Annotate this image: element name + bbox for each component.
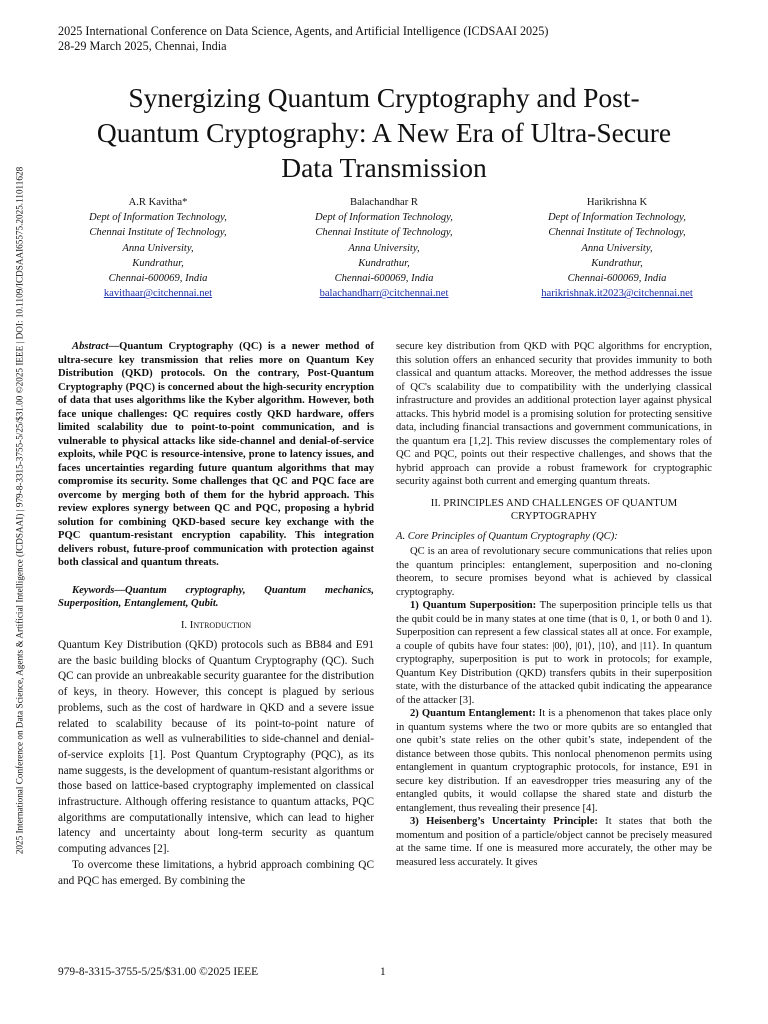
left-column: [58, 340, 374, 889]
intro-paragraph-1: Quantum Key Distribution (QKD) protocols such as BB84 and E91 are the basic building blocks of Quantum Cryptography (QC). Such QC can provide an unbreakable security guarantee for the distribution of keys, in theory. However, this concept is plagued by serious problems, such as the cost of hardware in QKD and a severe issue related to scalability because of its point-to-point nature of communication as well as vulnerabilities to side-channel and denial-of-service exploits [1]. Post Quantum Cryptography (PQC), as its name suggests, is the development of quantum-resistant algorithms or those based on lattice-based cryptography implemented on classical infrastructure. Although offering resistance to quantum attacks, PQC algorithms are computationally intensive, which can lead to higher latency and uncertainty about long-term security as quantum computing advances [2].: [58, 639, 374, 856]
author-affiliation: Dept of Information Technology,: [89, 212, 227, 224]
right-paragraph-continued: secure key distribution from QKD with PQC algorithms for encryption, this solution offers an enhanced security that provides immunity to both classical and quantum attacks. Moreover, the method addresses the issue of QC's scalability due to compatibility with the underlying classical infrastructure and provides an additional protection layer against physical attacks. This hybrid model is a promising solution for protecting sensitive data, including financial transactions and government communications, in the quantum era [1,2]. This review discusses the complementary roles of QC and PQC, points out their respective challenges, and shows that the hybrid approach can provide a robust framework for cryptographic security against both current and emerging quantum threats.: [396, 341, 712, 487]
section-2-heading-line-2: CRYPTOGRAPHY: [510, 510, 598, 522]
abstract-label: Abstract: [72, 341, 109, 352]
superposition-heading: 1) Quantum Superposition:: [410, 600, 537, 611]
title-line-3: Data Transmission: [281, 152, 487, 183]
abstract: [58, 340, 374, 570]
intro-paragraph-2: To overcome these limitations, a hybrid approach combining QC and PQC has emerged. By combining the: [58, 858, 374, 887]
keywords-text: —Quantum cryptography, Quantum mechanics, Superposition, Entanglement, Qubit.: [58, 584, 374, 609]
author-block-3: [497, 195, 737, 301]
keywords-label: Keywords: [72, 584, 115, 596]
author-name: A.R Kavitha*: [128, 197, 188, 208]
author-affiliation: Anna University,: [122, 242, 194, 254]
abstract-text: —Quantum Cryptography (QC) is a newer method of ultra-secure key transmission that relies more on Quantum Key Distribution (QKD) protocols. On the contrary, Post-Quantum Cryptography (PQC) is concerned about the high-security encryption of data that uses algorithms like the Kyber algorithm. However, both face unique challenges: QC requires costly QKD hardware, offers limited scalability due to point-to-point communication, and is vulnerable to physical attacks like side-channel and denial-of-service exploits, while PQC is resource-intensive, prone to latency issues, and faces uncertainties regarding future quantum algorithms that may compromise its security. Some challenges that QC and PQC face are overcome by merging both of them for the hybrid approach. This review explores synergy between QC and PQC, proposing a hybrid solution for combining QKD-based secure key exchange with the PQC quantum-resistant encryption capability. This integration delivers robust, future-proof communication with protection against both classical and quantum threats.: [58, 341, 374, 568]
author-affiliation: Chennai Institute of Technology,: [315, 227, 453, 239]
author-affiliation: Kundrathur,: [591, 257, 643, 269]
conference-header: [58, 24, 548, 54]
entanglement-text: It is a phenomenon that takes place only in quantum systems where the two or more qubits are so entangled that one qubit’s state relies on the other qubit’s state, independent of the distance between those qubits. This nonlocal phenomenon permits using entanglement in quantum cryptographic protocols, for instance, E91 in secure key distribution. If an eavesdropper tries measuring any of the entangled qubits, it would collapse the shared state and disturb the entanglement, thus revealing their presence [4].: [396, 708, 712, 814]
author-affiliation: Chennai Institute of Technology,: [548, 227, 686, 239]
title-line-1: Synergizing Quantum Cryptography and Post-: [128, 82, 640, 113]
keywords: [58, 584, 374, 611]
author-block-1: [38, 195, 278, 301]
doi-sidebar: 2025 International Conference on Data Science, Agents & Artificial Intelligence (ICDSAAI) | 979-8-3315-3755-5/25/$31.00 ©2025 IEEE | DOI: 10.1109/ICDSAAI65575.2025.11011628: [14, 166, 25, 855]
author-email-link[interactable]: balachandharr@citchennai.net: [319, 288, 449, 300]
intro-heading: I. Introduction: [180, 618, 252, 631]
author-affiliation: Chennai-600069, India: [108, 273, 208, 285]
page-number: 1: [380, 966, 386, 978]
author-affiliation: Anna University,: [348, 242, 420, 254]
right-column: [396, 340, 712, 869]
author-affiliation: Kundrathur,: [358, 257, 410, 269]
conference-line-2: 28-29 March 2025, Chennai, India: [58, 39, 227, 53]
section-2-heading-line-1: II. PRINCIPLES AND CHALLENGES OF QUANTUM: [430, 496, 678, 509]
author-affiliation: Anna University,: [581, 242, 653, 254]
author-affiliation: Chennai-600069, India: [334, 273, 434, 285]
title-line-2: Quantum Cryptography: A New Era of Ultra-Secure: [96, 117, 672, 148]
author-email-link[interactable]: kavithaar@citchennai.net: [103, 288, 213, 300]
author-name: Balachandhar R: [350, 197, 418, 208]
author-affiliation: Chennai-600069, India: [567, 273, 667, 285]
author-affiliation: Kundrathur,: [132, 257, 184, 269]
entanglement-heading: 2) Quantum Entanglement:: [410, 708, 536, 719]
uncertainty-heading: 3) Heisenberg’s Uncertainty Principle:: [410, 816, 598, 827]
author-email-link[interactable]: harikrishnak.it2023@citchennai.net: [541, 288, 693, 300]
author-affiliation: Dept of Information Technology,: [315, 212, 453, 224]
superposition-paragraph: [396, 599, 712, 707]
superposition-text: The superposition principle tells us that the qubit could be in many states at one time (that is 0, 1, or both 0 and 1). Superposition can represent a few classical states all at once. For example, a couple of qubits have four states: |00⟩, |01⟩, |10⟩, and |11⟩. In quantum cryptography, superposition is put to work in protocols; for example, Quantum Key Distribution (QKD) transfers qubits in their superposition state, with the disturbance of the attacked qubit indicating the appearance of the attacker [3].: [396, 600, 712, 706]
author-affiliation: Chennai Institute of Technology,: [89, 227, 227, 239]
conference-line-1: 2025 International Conference on Data Science, Agents, and Artificial Intelligence (ICDSAAI 2025): [58, 24, 549, 38]
author-affiliation: Dept of Information Technology,: [548, 212, 686, 224]
author-block-2: [264, 195, 504, 301]
subsection-a-paragraph: QC is an area of revolutionary secure communications that relies upon the quantum principles: entanglement, superposition and no-cloning theorem, to secure promises beyond what is achieved by classical cryptography.: [396, 546, 712, 598]
footer-isbn: 979-8-3315-3755-5/25/$31.00 ©2025 IEEE: [58, 966, 259, 978]
entanglement-paragraph: [396, 707, 712, 815]
section-2-heading: [396, 497, 712, 524]
uncertainty-text: It states that both the momentum and position of a particle/object cannot be precisely measured at the same time. If one is measured more accurately, the other may be measured less accurately. It gives: [396, 816, 712, 868]
author-name: Harikrishna K: [586, 197, 648, 208]
uncertainty-paragraph: [396, 815, 712, 869]
subsection-a-heading: A. Core Principles of Quantum Cryptography (QC):: [396, 530, 618, 542]
paper-title: [40, 80, 728, 185]
